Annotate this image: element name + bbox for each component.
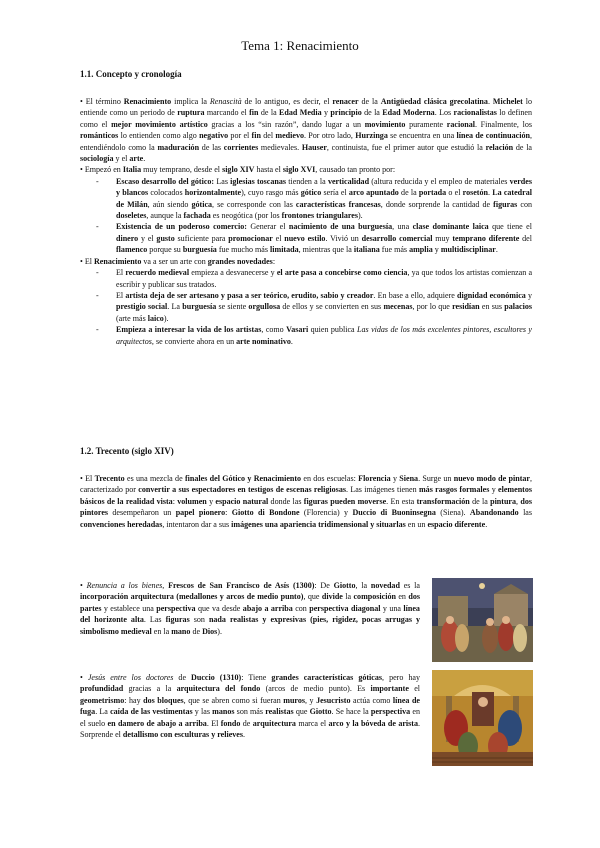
bold-term: renacer	[332, 97, 359, 106]
bold-term: La catedral de Milán	[116, 188, 532, 209]
bold-term: Renacimiento	[94, 256, 142, 266]
bold-term: arco y la bóveda de arista	[328, 718, 418, 728]
bold-term: Vasari	[286, 325, 309, 335]
bold-term: nacimiento de una burguesía	[288, 222, 393, 232]
bold-term: Giotto di Bondone	[231, 508, 300, 518]
bold-term: arte	[129, 154, 144, 164]
bold-term: italiana	[353, 245, 380, 255]
bold-term: siglo XVI	[282, 165, 316, 175]
bold-term: papel pionero	[175, 508, 226, 518]
bold-term: fondo	[220, 718, 241, 728]
bold-term: figuras	[165, 615, 190, 625]
italic-title: Las vidas de los más excelentes pintores, escultores y arquitectos	[116, 325, 532, 346]
bold-term: Escaso desarrollo del gótico:	[116, 176, 215, 186]
bold-term: Florencia	[358, 474, 391, 483]
bold-term: geometrismo	[80, 695, 125, 705]
bold-term: negativo	[199, 131, 229, 141]
giotto-fresco-image	[432, 578, 533, 662]
bold-term: burguesía	[182, 302, 217, 312]
bold-term: espacio diferente	[427, 519, 486, 529]
bold-term: Antigüedad clásica grecolatina	[380, 97, 488, 106]
bold-term: figuras pueden moverse	[303, 496, 387, 506]
bold-term: elementos básicos de la realidad vista	[80, 485, 533, 506]
bold-term: detallismo con esculturas y relieves	[122, 730, 243, 740]
section-heading-concepto: 1.1. Concepto y cronología	[80, 69, 182, 79]
bold-term: frontones triangulares	[281, 211, 358, 221]
bold-term: relación	[485, 142, 514, 152]
bold-term: dos partes	[80, 592, 420, 613]
bold-term: amplia	[409, 245, 433, 255]
bold-term: gusto	[156, 233, 175, 243]
bold-term: Empieza a interesar la vida de los artistas	[116, 325, 262, 335]
bold-term: perspectiva diagonal	[309, 603, 381, 613]
bold-term: siglo XIV	[222, 165, 255, 175]
bold-term: dignidad económica	[457, 290, 526, 300]
bold-term: Edad Media	[279, 108, 322, 118]
bold-term: grandes características góticas	[271, 673, 383, 682]
bold-term: racional	[446, 119, 475, 129]
bold-term: profundidad	[80, 684, 124, 694]
bold-term: espacio natural	[215, 496, 269, 506]
bold-term: verdes y blancos	[116, 176, 532, 198]
bold-term: fin	[251, 131, 261, 141]
paragraph-giotto: • Renuncia a los bienes, Frescos de San Francisco de Asís (1300): De Giotto, la novedad es la incorporación arquitectura (medallones y arcos de medio punto), que divide la composición en dos partes y establece una perspectiva que va desde abajo a arriba con perspectiva diagonal y una línea del horizonte alta. Las figuras son nada realistas y expresivas (pies, rigidez, pocas arrugas y simbolismo medieval en la mano de Dios).	[80, 581, 421, 636]
bold-term: Trecento	[94, 474, 125, 483]
bold-term: línea de fuga	[80, 695, 420, 717]
bold-term: recuerdo medieval	[125, 268, 190, 278]
bold-term: en damero de abajo a arriba	[107, 718, 207, 728]
list-causas	[80, 176, 532, 256]
bold-term: Hauser	[301, 142, 327, 152]
bold-term: manos	[212, 707, 235, 717]
bold-term: dos bloques	[143, 695, 184, 705]
bold-term: Abandonando	[469, 508, 519, 518]
bold-term: Renacimiento	[123, 97, 172, 106]
bold-term: Existencia de un poderoso comercio:	[116, 222, 247, 232]
bold-term: ruptura	[177, 108, 205, 118]
bold-term: convenciones heredadas	[80, 519, 163, 529]
bold-term: imágenes una apariencia tridimensional y situarlas	[231, 519, 406, 529]
bold-term: Michelet	[492, 97, 523, 106]
bold-term: doseletes	[116, 211, 147, 221]
bold-term: Frescos de San Francisco de Asís (1300)	[168, 581, 315, 590]
bold-term: grandes novedades	[207, 256, 273, 266]
bold-term: arco apuntado	[348, 188, 399, 198]
bold-term: Jesucristo	[316, 695, 351, 705]
bold-term: línea de continuación	[456, 131, 530, 141]
bold-term: mano	[171, 626, 191, 636]
bold-term: palacios	[504, 302, 532, 312]
italic-title: Jesús entre los doctores	[87, 673, 174, 682]
section-concepto-body	[80, 96, 532, 347]
bold-term: portada	[418, 188, 447, 198]
section-heading-trecento: 1.2. Trecento (siglo XIV)	[80, 446, 174, 456]
paragraph-duccio: • Jesús entre los doctores de Duccio (1310): Tiene grandes características góticas, pero hay profundidad gracias a la arquitectura del fondo (arcos de medio punto). Es importante el geometrismo: hay dos bloques, que se abren como si fueran muros, y Jesucristo actúa como línea de fuga. La caída de las vestimentas y las manos son más realistas que Giotto. Se hace la perspectiva en el suelo en damero de abajo a arriba. El fondo de arquitectura marca el arco y la bóveda de arista. Sorprende el detallismo con esculturas y relieves.	[80, 673, 421, 740]
bold-term: mecenas	[383, 302, 413, 312]
bold-term: rosetón	[462, 188, 488, 198]
bold-term: (1310)	[219, 673, 242, 682]
bold-term: realistas	[265, 707, 294, 717]
bold-term: principio	[330, 108, 362, 118]
bold-term: limitada	[270, 245, 299, 255]
bold-term: Edad Moderna	[382, 108, 435, 118]
list-item: - Escaso desarrollo del gótico: Las iglesias toscanas tienden a la verticalidad (altura reducida y el empleo de materiales verdes y blancos colocados horizontalmente), cuyo rasgo más gótico sería el arco apuntado de la portada o el rosetón. La catedral de Milán, aún siendo gótica, se corresponde con las características francesas, donde sorprende la cantidad de figuras con doseletes, aunque la fachada es neogótica (por los frontones triangulares).	[116, 176, 532, 222]
bold-term: divide	[321, 592, 343, 602]
bold-term: arquitectura	[252, 718, 296, 728]
bold-term: artista deja de ser artesano y pasa a ser teórico, erudito, sabio y creador	[125, 290, 374, 300]
bold-term: arquitectura del fondo	[176, 684, 261, 694]
bold-term: racionalistas	[453, 108, 497, 118]
paragraph-definicion: • El término Renacimiento implica la Renascità de lo antiguo, es decir, el renacer de la Antigüedad clásica grecolatina. Michelet lo entiende como un periodo de ruptura marcando el fin de la Edad Media y principio de la Edad Moderna. Los racionalistas lo definen como el mejor movimiento artístico gracias a los “sin razón”, dando lugar a un movimiento puramente racional. Finalmente, los románticos lo entienden como algo negativo por el fin del medievo. Por otro lado, Hurzinga se encuentra en una línea de continuación, entendiéndolo como la maduración de las corrientes medievales. Hauser, continuista, fue el primer autor que estudió la relación de la sociología y el arte.	[80, 97, 533, 164]
bold-term: importante	[370, 684, 409, 694]
bold-term: medievo	[275, 131, 304, 141]
bold-term: perspectiva	[370, 707, 411, 717]
bold-term: nuevo estilo	[284, 233, 326, 243]
bold-term: volumen	[177, 496, 207, 506]
bold-term: temprano diferente	[452, 233, 520, 243]
list-item: - El artista deja de ser artesano y pasa a ser teórico, erudito, sabio y creador. En base a ello, adquiere dignidad económica y prestigio social. La burguesía se siente orgullosa de ellos y se convierten en sus mecenas, por lo que residían en sus palacios (arte más laico).	[116, 290, 532, 324]
bold-term: promocionar	[228, 233, 273, 243]
bold-term: transformación	[416, 496, 470, 506]
bold-term: abajo a arriba	[242, 603, 293, 613]
bold-term: características francesas	[295, 199, 381, 209]
bold-term: novedad	[370, 581, 400, 590]
bold-term: finales del Gótico y Renacimiento	[184, 474, 302, 483]
bold-term: fin	[249, 108, 259, 118]
paragraph-trecento: • El Trecento es una mezcla de finales del Gótico y Renacimiento en dos escuelas: Florencia y Siena. Surge un nuevo modo de pintar, caracterizado por convertir a sus espectadores en testigos de escenas religiosas. Las imágenes tienen más rasgos formales y elementos básicos de la realidad vista: volumen y espacio natural donde las figuras pueden moverse. En esta transformación de la pintura, dos pintores desempeñaron un papel pionero: Giotto di Bondone (Florencia) y Duccio di Buoninsegna (Siena). Abandonando las convenciones heredadas, intentaron dar a sus imágenes una apariencia tridimensional y situarlas en un espacio diferente.	[80, 474, 533, 529]
italic-title: Renascità	[209, 97, 242, 106]
bold-term: arte nominativo	[236, 336, 291, 346]
bold-term: desarrollo comercial	[361, 233, 433, 243]
paragraph-inicio-italia: • Empezó en Italia muy temprano, desde el siglo XIV hasta el siglo XVI, causado tan pronto por:	[80, 165, 396, 175]
bold-term: figuras	[493, 199, 518, 209]
bold-term: el arte pasa a concebirse como ciencia	[276, 268, 408, 278]
bold-term: románticos	[80, 131, 119, 141]
bold-term: perspectiva	[156, 603, 196, 613]
bold-term: dos pintores	[80, 496, 532, 518]
bold-term: caída de las vestimentas	[110, 707, 193, 717]
list-item: - Existencia de un poderoso comercio: Generar el nacimiento de una burguesía, una clase dominante laica que tiene el dinero y el gusto suficiente para promocionar el nuevo estilo. Vivió un desarrollo comercial muy temprano diferente del flamenco porque su burguesía fue mucho más limitada, mientras que la italiana fue más amplia y multidisciplinar.	[116, 221, 532, 255]
bold-term: flamenco	[116, 245, 148, 255]
page-title: Tema 1: Renacimiento	[241, 38, 359, 53]
bold-term: laico	[147, 313, 164, 323]
bold-term: Hurzinga	[355, 131, 388, 141]
bold-term: horizontalmente	[184, 188, 242, 198]
bold-term: dinero	[116, 233, 139, 243]
bold-term: composición	[353, 592, 396, 602]
list-item: - El recuerdo medieval empieza a desvanecerse y el arte pasa a concebirse como ciencia, ya que todos los artistas comienzan a escribir y publicar sus tratados.	[116, 267, 532, 290]
bold-term: nuevo modo de pintar	[453, 474, 530, 483]
bold-term: clase dominante laica	[412, 222, 489, 232]
bold-term: multidisciplinar	[440, 245, 496, 255]
bold-term: más rasgos formales	[418, 485, 490, 495]
bold-term: fachada	[183, 211, 211, 221]
bold-term: gótica	[191, 199, 213, 209]
bold-term: Duccio di Buoninsegna	[352, 508, 436, 518]
list-novedades	[80, 267, 532, 347]
bold-term: orgullosa	[248, 302, 281, 312]
bold-term: burguesía	[182, 245, 217, 255]
bold-term: Siena	[399, 474, 419, 483]
bold-term: verticalidad	[327, 176, 370, 186]
bold-term: gótico	[300, 188, 322, 198]
bold-term: pintura	[490, 496, 517, 506]
italic-title: Renuncia a los bienes	[86, 581, 163, 590]
bold-term: movimiento	[364, 119, 406, 129]
bold-term: Giotto	[309, 707, 332, 717]
duccio-painting-image	[432, 670, 533, 766]
bold-term: sociología	[80, 154, 114, 164]
bold-term: incorporación arquitectura (medallones y arcos de medio punto)	[80, 592, 304, 602]
bold-term: mejor movimiento artístico	[111, 119, 208, 129]
bold-term: nada realistas y expresivas (pies, rigidez, pocas arrugas y simbolismo medieval	[80, 615, 421, 636]
bold-term: prestigio social	[116, 302, 168, 312]
bold-term: muros	[283, 695, 306, 705]
bold-term: Duccio	[191, 673, 215, 682]
bold-term: Giotto	[333, 581, 356, 590]
bold-term: convertir a sus espectadores en testigos de escenas religiosas	[138, 485, 346, 495]
bold-term: corrientes	[223, 142, 259, 152]
bold-term: Italia	[122, 165, 142, 175]
list-item: - Empieza a interesar la vida de los artistas, como Vasari quien publica Las vidas de los más excelentes pintores, escultores y arquitectos, se convierte ahora en un arte nominativo.	[116, 324, 532, 347]
paragraph-novedades: • El Renacimiento va a ser un arte con grandes novedades:	[80, 256, 276, 266]
bold-term: iglesias toscanas	[230, 176, 287, 186]
bold-term: maduración	[157, 142, 200, 152]
bold-term: residían	[452, 302, 480, 312]
bold-term: línea del horizonte alta	[80, 603, 420, 625]
bold-term: Dios	[202, 626, 218, 636]
